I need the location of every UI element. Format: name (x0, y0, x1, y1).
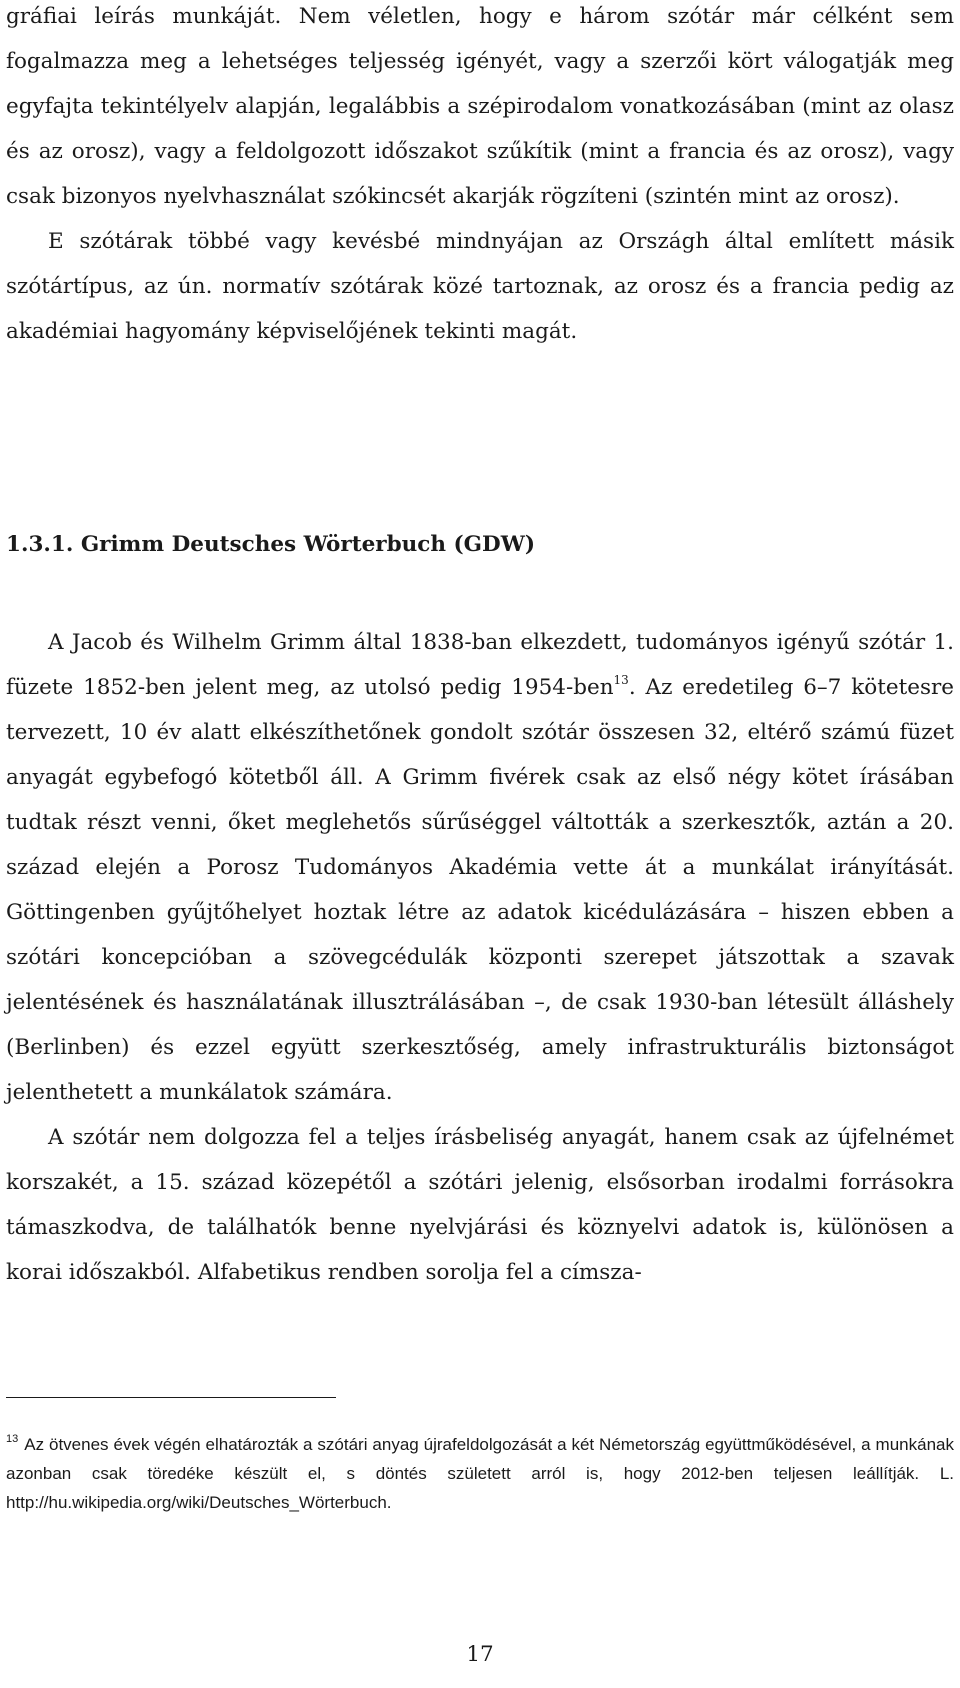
footnote (6, 1430, 954, 1517)
grimm-paragraph-rest: . Az eredetileg 6–7 kötetesre tervezett, 10 év alatt elkészíthetőnek gondolt szótár összesen 32, eltérő számú füzet anyagát egybefogó kötetből áll. A Grimm fivérek csak az első négy kötet írásában tudtak részt venni, őket meglehetős sűrűséggel váltották a szerkesztők, aztán a 20. század elején a Porosz Tudományos Akadémia vette át a munkálat irányítását. Göttingenben gyűjtőhelyet hoztak létre az adatok kicédulázására – hiszen ebben a szótári koncepcióban a szövegcédulák központi szerepet játszottak a szavak jelentésének és használatának illusztrálásában –, de csak 1930-ban létesült álláshely (Berlinben) és ezzel együtt szerkesztőség, amely infrastrukturális biztonságot jelenthetett a munkálatok számára. (6, 675, 954, 1105)
grimm-history-paragraph (6, 620, 954, 1115)
grimm-scope-paragraph: A szótár nem dolgozza fel a teljes írásbeliség anyagát, hanem csak az újfelnémet korszakét, a 15. század közepétől a szótári jelenig, elsősorban irodalmi forrásokra támaszkodva, de találhatók benne nyelvjárási és köznyelvi adatok is, különösen a korai időszakból. Alfabetikus rendben sorolja fel a címsza- (6, 1125, 954, 1285)
footnote-separator (6, 1397, 336, 1398)
section-heading: 1.3.1. Grimm Deutsches Wörterbuch (GDW) (6, 532, 536, 557)
page-number: 17 (466, 1642, 494, 1667)
grimm-text-block (6, 620, 954, 1295)
grimm-paragraph-start: A Jacob és Wilhelm Grimm által 1838-ban elkezdett, tudományos igényű szótár 1. füzete 1852-ben jelent meg, az utolsó pedig 1954-ben (6, 630, 954, 700)
intro-text-block (6, 0, 954, 354)
footnote-reference[interactable]: 13 (613, 672, 629, 687)
footnote-number: 13 (6, 1433, 19, 1446)
normative-dictionaries-paragraph: E szótárak többé vagy kevésbé mindnyájan az Országh által említett másik szótártípus, az ún. normatív szótárak közé tartoznak, az orosz és a francia pedig az akadémiai hagyomány képviselőjének tekinti magát. (6, 229, 954, 344)
intro-paragraph: gráfiai leírás munkáját. Nem véletlen, hogy e három szótár már célként sem fogalmazza meg a lehetséges teljesség igényét, vagy a szerzői kört válogatják meg egyfajta tekintélyelv alapján, legalábbis a szépirodalom vonatkozásában (mint az olasz és az orosz), vagy a feldolgozott időszakot szűkítik (mint a francia és az orosz), vagy csak bizonyos nyelvhasználat szókincsét akarják rögzíteni (szintén mint az orosz). (6, 4, 954, 209)
footnote-text: Az ötvenes évek végén elhatározták a szótári anyag újrafeldolgozását a két Németország együttműködésével, a munkának azonban csak töredéke készült el, s döntés született arról is, hogy 2012-ben teljesen leállítják. L. http://hu.wikipedia.org/wiki/Deutsches_Wörterbuch. (6, 1435, 954, 1512)
